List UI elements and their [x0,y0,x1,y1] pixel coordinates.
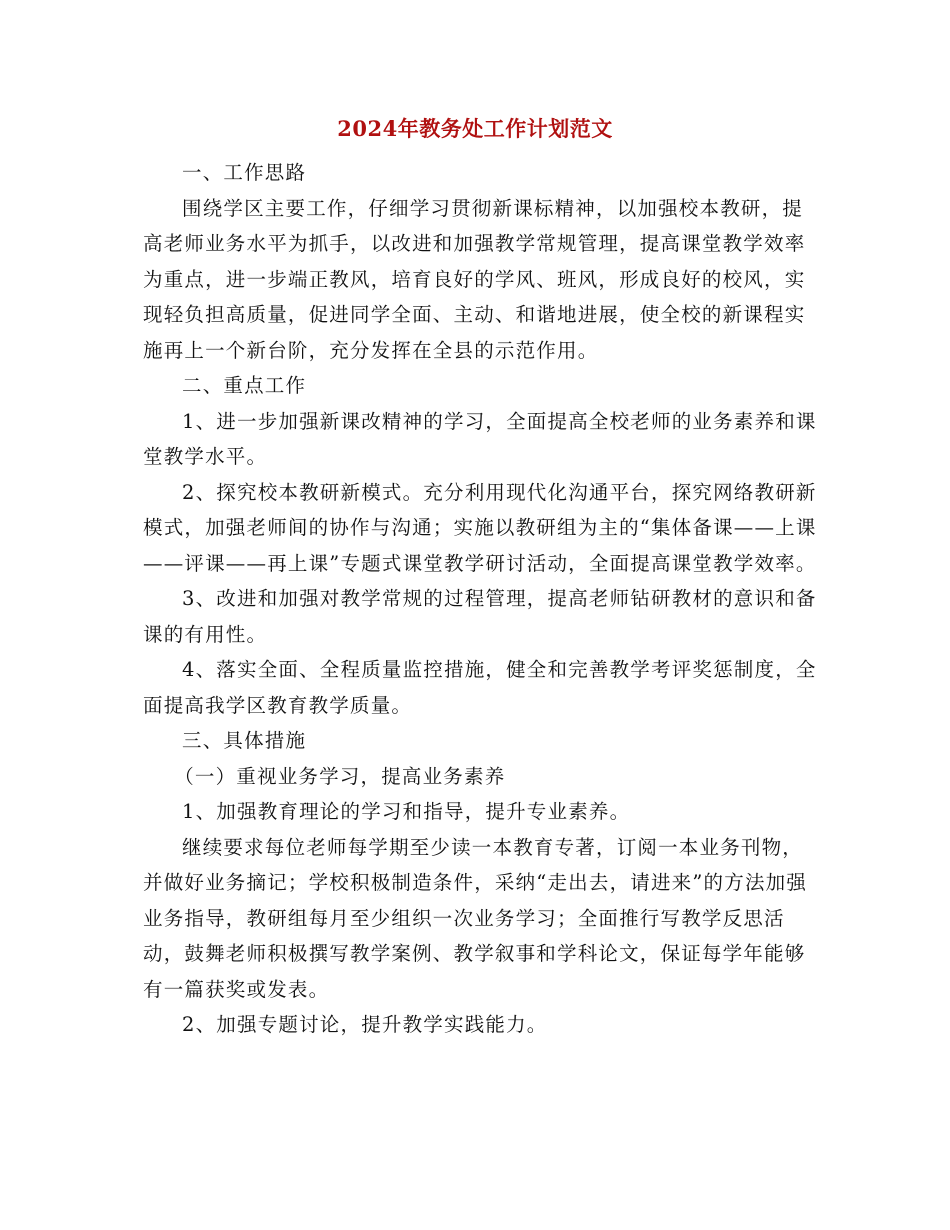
section-heading: 二、重点工作 [182,374,307,397]
paragraph: 2、探究校本教研新模式。充分利用现代化沟通平台，探究网络教研新模式，加强老师间的协作与沟通；实施以教研组为主的“集体备课——上课——评课——再上课”专题式课堂教学研讨活动，全面提高课堂教学效率。 [143,480,817,575]
subsection-heading: （一）重视业务学习，提高业务素养 [174,764,506,788]
paragraph: 1、加强教育理论的学习和指导，提升专业素养。 [182,800,631,823]
paragraph: 3、改进和加强对教学常规的过程管理，提高老师钻研教材的意识和备课的有用性。 [143,587,817,646]
paragraph: 1、进一步加强新课改精神的学习，全面提高全校老师的业务素养和课堂教学水平。 [143,409,817,468]
paragraph: 2、加强专题讨论，提升教学实践能力。 [182,1013,548,1036]
document-title: 2024年教务处工作计划范文 [337,116,613,141]
paragraph: 4、落实全面、全程质量监控措施，健全和完善教学考评奖惩制度，全面提高我学区教育教学质量。 [143,658,817,717]
paragraph: 围绕学区主要工作，仔细学习贯彻新课标精神，以加强校本教研，提高老师业务水平为抓手，以改进和加强教学常规管理，提高课堂教学效率为重点，进一步端正教风，培育良好的学风、班风，形成良好的校风，实现轻负担高质量，促进同学全面、主动、和谐地进展，使全校的新课程实施再上一个新台阶，充分发挥在全县的示范作用。 [143,196,806,362]
document-body [143,155,823,1043]
paragraph: 继续要求每位老师每学期至少读一本教育专著，订阅一本业务刊物，并做好业务摘记；学校积极制造条件，采纳“走出去，请进来”的方法加强业务指导，教研组每月至少组织一次业务学习；全面推行写教学反思活动，鼓舞老师积极撰写教学案例、教学叙事和学科论文，保证每学年能够有一篇获奖或发表。 [143,835,808,1001]
section-heading: 三、具体措施 [182,729,307,752]
section-heading: 一、工作思路 [182,161,307,184]
